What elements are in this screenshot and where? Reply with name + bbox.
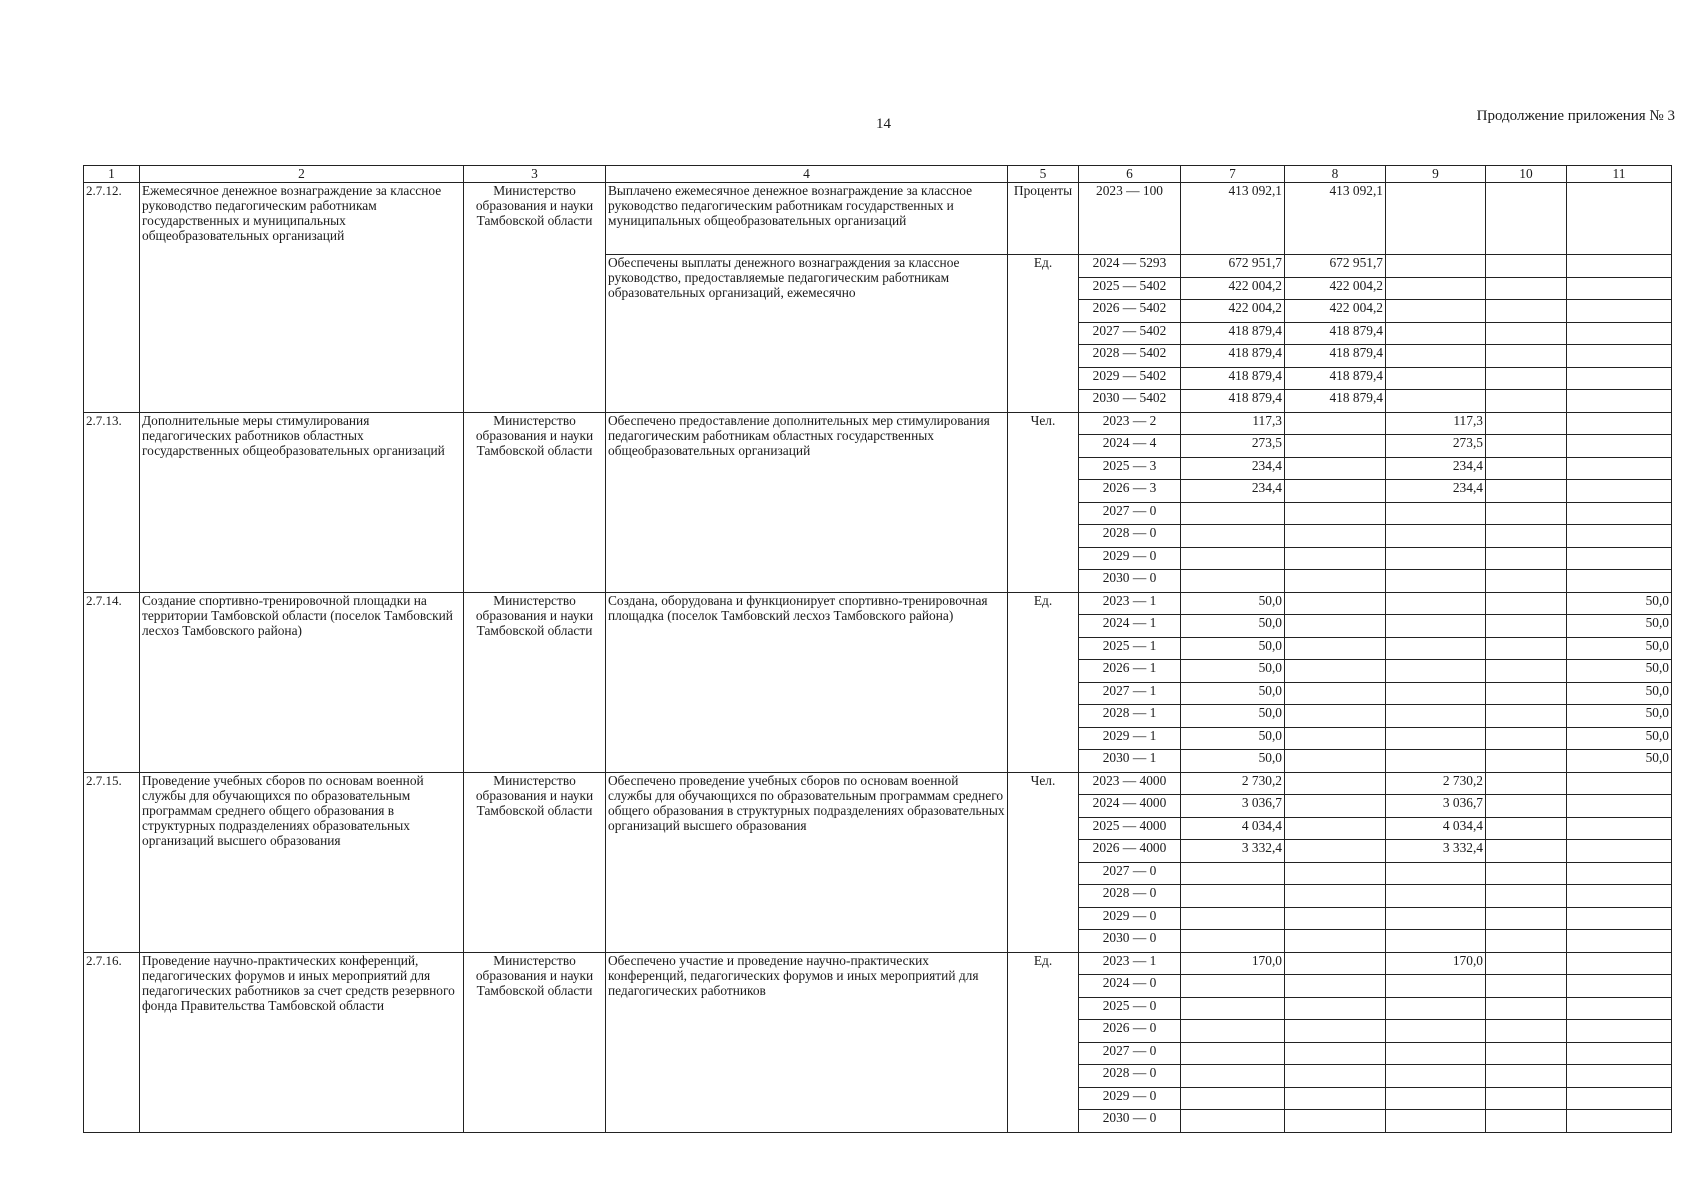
amount-regional — [1386, 727, 1486, 750]
amount-other: 50,0 — [1567, 705, 1672, 728]
amount-other — [1567, 795, 1672, 818]
amount-federal — [1285, 772, 1386, 795]
amount-regional — [1386, 907, 1486, 930]
amount-regional — [1386, 255, 1486, 278]
amount-regional — [1386, 705, 1486, 728]
year-target: 2028 — 1 — [1079, 705, 1181, 728]
year-target: 2027 — 0 — [1079, 1042, 1181, 1065]
col-header: 2 — [140, 166, 464, 183]
amount-local — [1486, 367, 1567, 390]
section-number: 2.7.14. — [84, 592, 140, 772]
year-target: 2027 — 5402 — [1079, 322, 1181, 345]
amount-other — [1567, 480, 1672, 503]
amount-federal — [1285, 952, 1386, 975]
amount-regional — [1386, 525, 1486, 548]
amount-regional — [1386, 862, 1486, 885]
amount-regional: 273,5 — [1386, 435, 1486, 458]
amount-federal: 418 879,4 — [1285, 367, 1386, 390]
amount-local — [1486, 457, 1567, 480]
table-row — [84, 772, 1672, 795]
amount-total: 50,0 — [1181, 637, 1285, 660]
section-executor: Министерство образования и науки Тамбовской области — [464, 952, 606, 1132]
amount-regional — [1386, 1110, 1486, 1133]
year-target: 2030 — 0 — [1079, 1110, 1181, 1133]
year-target: 2029 — 0 — [1079, 547, 1181, 570]
amount-federal — [1285, 907, 1386, 930]
amount-total: 422 004,2 — [1181, 300, 1285, 323]
amount-total: 50,0 — [1181, 750, 1285, 773]
amount-other — [1567, 907, 1672, 930]
appendix-table — [83, 165, 1672, 1133]
amount-total: 418 879,4 — [1181, 322, 1285, 345]
amount-local — [1486, 322, 1567, 345]
table-row — [84, 183, 1672, 255]
year-target: 2023 — 100 — [1079, 183, 1181, 255]
amount-other — [1567, 975, 1672, 998]
unit-of-measure: Чел. — [1008, 772, 1079, 952]
unit-of-measure: Ед. — [1008, 952, 1079, 1132]
section-name: Дополнительные меры стимулирования педагогических работников областных государственных общеобразовательных организаций — [140, 412, 464, 592]
amount-local — [1486, 435, 1567, 458]
amount-other — [1567, 547, 1672, 570]
amount-other — [1567, 1087, 1672, 1110]
amount-local — [1486, 615, 1567, 638]
amount-total: 50,0 — [1181, 615, 1285, 638]
section-name: Ежемесячное денежное вознаграждение за классное руководство педагогическим работникам государственных и муниципальных общеобразовательных организаций — [140, 183, 464, 413]
amount-regional: 3 036,7 — [1386, 795, 1486, 818]
amount-local — [1486, 795, 1567, 818]
section-number: 2.7.16. — [84, 952, 140, 1132]
col-header: 1 — [84, 166, 140, 183]
table-row — [84, 592, 1672, 615]
amount-total — [1181, 1020, 1285, 1043]
unit-of-measure: Ед. — [1008, 255, 1079, 413]
amount-total: 273,5 — [1181, 435, 1285, 458]
amount-total: 50,0 — [1181, 592, 1285, 615]
year-target: 2024 — 5293 — [1079, 255, 1181, 278]
amount-other — [1567, 862, 1672, 885]
amount-regional — [1386, 975, 1486, 998]
amount-federal — [1285, 1042, 1386, 1065]
amount-other — [1567, 1042, 1672, 1065]
section-number: 2.7.12. — [84, 183, 140, 413]
amount-regional — [1386, 367, 1486, 390]
amount-regional — [1386, 930, 1486, 953]
year-target: 2028 — 0 — [1079, 1065, 1181, 1088]
year-target: 2023 — 1 — [1079, 952, 1181, 975]
amount-total: 117,3 — [1181, 412, 1285, 435]
amount-federal — [1285, 457, 1386, 480]
amount-regional — [1386, 547, 1486, 570]
amount-other — [1567, 390, 1672, 413]
amount-local — [1486, 183, 1567, 255]
amount-regional — [1386, 322, 1486, 345]
amount-local — [1486, 750, 1567, 773]
amount-federal: 422 004,2 — [1285, 277, 1386, 300]
amount-federal: 418 879,4 — [1285, 345, 1386, 368]
amount-total — [1181, 885, 1285, 908]
amount-regional — [1386, 750, 1486, 773]
amount-regional — [1386, 345, 1486, 368]
amount-total: 3 036,7 — [1181, 795, 1285, 818]
amount-total: 234,4 — [1181, 457, 1285, 480]
amount-total: 418 879,4 — [1181, 367, 1285, 390]
continuation-note: Продолжение приложения № 3 — [1476, 108, 1675, 124]
section-name: Проведение научно-практических конференций, педагогических форумов и иных мероприятий для педагогических работников за счет средств резервного фонда Правительства Тамбовской области — [140, 952, 464, 1132]
amount-regional — [1386, 637, 1486, 660]
amount-total: 2 730,2 — [1181, 772, 1285, 795]
amount-local — [1486, 660, 1567, 683]
amount-regional — [1386, 1087, 1486, 1110]
amount-other — [1567, 1020, 1672, 1043]
amount-local — [1486, 300, 1567, 323]
amount-regional: 170,0 — [1386, 952, 1486, 975]
amount-local — [1486, 727, 1567, 750]
amount-regional — [1386, 592, 1486, 615]
amount-other: 50,0 — [1567, 727, 1672, 750]
amount-other: 50,0 — [1567, 750, 1672, 773]
amount-federal — [1285, 727, 1386, 750]
amount-federal — [1285, 435, 1386, 458]
amount-other — [1567, 997, 1672, 1020]
amount-federal — [1285, 615, 1386, 638]
amount-regional — [1386, 300, 1486, 323]
amount-total — [1181, 907, 1285, 930]
amount-total: 418 879,4 — [1181, 390, 1285, 413]
amount-other — [1567, 1065, 1672, 1088]
section-executor: Министерство образования и науки Тамбовской области — [464, 592, 606, 772]
amount-federal — [1285, 682, 1386, 705]
amount-local — [1486, 1020, 1567, 1043]
col-header: 7 — [1181, 166, 1285, 183]
col-header: 9 — [1386, 166, 1486, 183]
amount-regional — [1386, 570, 1486, 593]
amount-federal — [1285, 502, 1386, 525]
amount-federal — [1285, 930, 1386, 953]
amount-total — [1181, 547, 1285, 570]
amount-regional: 2 730,2 — [1386, 772, 1486, 795]
result-description: Выплачено ежемесячное денежное вознаграждение за классное руководство педагогическим работникам государственных и муниципальных общеобразовательных организаций — [606, 183, 1008, 255]
amount-total: 50,0 — [1181, 682, 1285, 705]
table-row — [84, 412, 1672, 435]
section-executor: Министерство образования и науки Тамбовской области — [464, 183, 606, 413]
year-target: 2024 — 0 — [1079, 975, 1181, 998]
amount-total: 50,0 — [1181, 705, 1285, 728]
year-target: 2027 — 1 — [1079, 682, 1181, 705]
year-target: 2025 — 1 — [1079, 637, 1181, 660]
amount-other — [1567, 277, 1672, 300]
amount-regional: 117,3 — [1386, 412, 1486, 435]
amount-total: 234,4 — [1181, 480, 1285, 503]
amount-total: 4 034,4 — [1181, 817, 1285, 840]
table-row — [84, 952, 1672, 975]
amount-federal: 672 951,7 — [1285, 255, 1386, 278]
year-target: 2028 — 5402 — [1079, 345, 1181, 368]
amount-regional: 3 332,4 — [1386, 840, 1486, 863]
unit-of-measure: Проценты — [1008, 183, 1079, 255]
year-target: 2029 — 5402 — [1079, 367, 1181, 390]
result-description: Обеспечено предоставление дополнительных мер стимулирования педагогическим работникам областных государственных общеобразовательных организаций — [606, 412, 1008, 592]
year-target: 2024 — 4000 — [1079, 795, 1181, 818]
amount-local — [1486, 277, 1567, 300]
amount-local — [1486, 682, 1567, 705]
amount-local — [1486, 547, 1567, 570]
amount-total: 418 879,4 — [1181, 345, 1285, 368]
amount-local — [1486, 637, 1567, 660]
amount-federal — [1285, 750, 1386, 773]
year-target: 2026 — 1 — [1079, 660, 1181, 683]
section-number: 2.7.15. — [84, 772, 140, 952]
col-header: 11 — [1567, 166, 1672, 183]
year-target: 2026 — 0 — [1079, 1020, 1181, 1043]
amount-local — [1486, 412, 1567, 435]
amount-total — [1181, 525, 1285, 548]
year-target: 2026 — 4000 — [1079, 840, 1181, 863]
year-target: 2023 — 1 — [1079, 592, 1181, 615]
table-body — [84, 183, 1672, 1133]
year-target: 2024 — 1 — [1079, 615, 1181, 638]
amount-total — [1181, 930, 1285, 953]
amount-local — [1486, 255, 1567, 278]
year-target: 2028 — 0 — [1079, 885, 1181, 908]
col-header: 3 — [464, 166, 606, 183]
page-number: 14 — [876, 116, 891, 132]
year-target: 2029 — 0 — [1079, 1087, 1181, 1110]
amount-total — [1181, 570, 1285, 593]
amount-regional — [1386, 1065, 1486, 1088]
amount-other: 50,0 — [1567, 592, 1672, 615]
amount-local — [1486, 480, 1567, 503]
amount-regional — [1386, 615, 1486, 638]
amount-other — [1567, 255, 1672, 278]
amount-other — [1567, 1110, 1672, 1133]
amount-local — [1486, 840, 1567, 863]
amount-federal — [1285, 570, 1386, 593]
amount-federal — [1285, 637, 1386, 660]
amount-federal: 418 879,4 — [1285, 390, 1386, 413]
amount-local — [1486, 502, 1567, 525]
amount-other — [1567, 183, 1672, 255]
amount-other — [1567, 345, 1672, 368]
amount-other — [1567, 300, 1672, 323]
col-header: 4 — [606, 166, 1008, 183]
amount-local — [1486, 570, 1567, 593]
amount-regional: 234,4 — [1386, 480, 1486, 503]
amount-federal — [1285, 412, 1386, 435]
amount-federal — [1285, 975, 1386, 998]
amount-other — [1567, 525, 1672, 548]
amount-regional — [1386, 660, 1486, 683]
amount-other: 50,0 — [1567, 660, 1672, 683]
amount-federal — [1285, 592, 1386, 615]
amount-total: 422 004,2 — [1181, 277, 1285, 300]
amount-regional — [1386, 1020, 1486, 1043]
amount-local — [1486, 1042, 1567, 1065]
amount-federal — [1285, 1065, 1386, 1088]
amount-local — [1486, 525, 1567, 548]
amount-other — [1567, 367, 1672, 390]
amount-federal — [1285, 885, 1386, 908]
amount-total: 170,0 — [1181, 952, 1285, 975]
amount-local — [1486, 705, 1567, 728]
amount-local — [1486, 952, 1567, 975]
col-header: 10 — [1486, 166, 1567, 183]
amount-federal: 418 879,4 — [1285, 322, 1386, 345]
amount-other — [1567, 412, 1672, 435]
amount-other — [1567, 930, 1672, 953]
amount-federal — [1285, 1087, 1386, 1110]
column-number-row — [84, 166, 1672, 183]
year-target: 2030 — 0 — [1079, 570, 1181, 593]
amount-federal — [1285, 1110, 1386, 1133]
amount-local — [1486, 772, 1567, 795]
amount-total — [1181, 502, 1285, 525]
col-header: 5 — [1008, 166, 1079, 183]
amount-local — [1486, 817, 1567, 840]
section-name: Создание спортивно-тренировочной площадки на территории Тамбовской области (поселок Тамбовский лесхоз Тамбовского района) — [140, 592, 464, 772]
amount-total — [1181, 1110, 1285, 1133]
amount-regional — [1386, 183, 1486, 255]
year-target: 2025 — 0 — [1079, 997, 1181, 1020]
amount-regional — [1386, 502, 1486, 525]
amount-regional — [1386, 277, 1486, 300]
amount-federal — [1285, 547, 1386, 570]
amount-federal — [1285, 1020, 1386, 1043]
amount-federal — [1285, 660, 1386, 683]
amount-total: 3 332,4 — [1181, 840, 1285, 863]
result-description: Обеспечено проведение учебных сборов по основам военной службы для обучающихся по образовательным программам среднего общего образования в структурных подразделениях образовательных организаций высшего образования — [606, 772, 1008, 952]
amount-federal — [1285, 795, 1386, 818]
col-header: 8 — [1285, 166, 1386, 183]
amount-local — [1486, 975, 1567, 998]
amount-other: 50,0 — [1567, 615, 1672, 638]
amount-regional: 234,4 — [1386, 457, 1486, 480]
amount-federal — [1285, 817, 1386, 840]
amount-federal — [1285, 997, 1386, 1020]
year-target: 2027 — 0 — [1079, 502, 1181, 525]
year-target: 2023 — 4000 — [1079, 772, 1181, 795]
amount-other — [1567, 840, 1672, 863]
year-target: 2025 — 3 — [1079, 457, 1181, 480]
amount-federal — [1285, 862, 1386, 885]
amount-other — [1567, 772, 1672, 795]
amount-other — [1567, 435, 1672, 458]
year-target: 2030 — 5402 — [1079, 390, 1181, 413]
result-description: Обеспечено участие и проведение научно-практических конференций, педагогических форумов и иных мероприятий для педагогических работников — [606, 952, 1008, 1132]
amount-other — [1567, 817, 1672, 840]
amount-other: 50,0 — [1567, 682, 1672, 705]
amount-other — [1567, 885, 1672, 908]
amount-total — [1181, 975, 1285, 998]
amount-federal — [1285, 705, 1386, 728]
section-name: Проведение учебных сборов по основам военной службы для обучающихся по образовательным программам среднего общего образования в структурных подразделениях образовательных организаций высшего образования — [140, 772, 464, 952]
amount-regional — [1386, 997, 1486, 1020]
section-number: 2.7.13. — [84, 412, 140, 592]
amount-other — [1567, 502, 1672, 525]
amount-other: 50,0 — [1567, 637, 1672, 660]
amount-local — [1486, 885, 1567, 908]
year-target: 2030 — 1 — [1079, 750, 1181, 773]
amount-local — [1486, 1065, 1567, 1088]
amount-regional — [1386, 1042, 1486, 1065]
year-target: 2030 — 0 — [1079, 930, 1181, 953]
amount-regional — [1386, 682, 1486, 705]
year-target: 2029 — 1 — [1079, 727, 1181, 750]
amount-other — [1567, 457, 1672, 480]
amount-local — [1486, 930, 1567, 953]
amount-other — [1567, 952, 1672, 975]
amount-total — [1181, 1065, 1285, 1088]
amount-federal — [1285, 525, 1386, 548]
section-executor: Министерство образования и науки Тамбовской области — [464, 412, 606, 592]
amount-other — [1567, 322, 1672, 345]
amount-total: 672 951,7 — [1181, 255, 1285, 278]
unit-of-measure: Ед. — [1008, 592, 1079, 772]
amount-regional: 4 034,4 — [1386, 817, 1486, 840]
result-description: Создана, оборудована и функционирует спортивно-тренировочная площадка (поселок Тамбовский лесхоз Тамбовского района) — [606, 592, 1008, 772]
amount-total — [1181, 997, 1285, 1020]
amount-local — [1486, 345, 1567, 368]
amount-federal — [1285, 840, 1386, 863]
amount-federal: 413 092,1 — [1285, 183, 1386, 255]
amount-local — [1486, 390, 1567, 413]
year-target: 2028 — 0 — [1079, 525, 1181, 548]
amount-total — [1181, 1042, 1285, 1065]
amount-total: 50,0 — [1181, 660, 1285, 683]
amount-regional — [1386, 390, 1486, 413]
amount-federal — [1285, 480, 1386, 503]
result-description: Обеспечены выплаты денежного вознаграждения за классное руководство, предоставляемые педагогическим работникам образовательных организаций, ежемесячно — [606, 255, 1008, 413]
year-target: 2027 — 0 — [1079, 862, 1181, 885]
col-header: 6 — [1079, 166, 1181, 183]
amount-regional — [1386, 885, 1486, 908]
amount-other — [1567, 570, 1672, 593]
year-target: 2025 — 4000 — [1079, 817, 1181, 840]
unit-of-measure: Чел. — [1008, 412, 1079, 592]
amount-total: 413 092,1 — [1181, 183, 1285, 255]
amount-local — [1486, 1087, 1567, 1110]
amount-local — [1486, 1110, 1567, 1133]
amount-total: 50,0 — [1181, 727, 1285, 750]
year-target: 2029 — 0 — [1079, 907, 1181, 930]
year-target: 2024 — 4 — [1079, 435, 1181, 458]
amount-local — [1486, 592, 1567, 615]
year-target: 2026 — 5402 — [1079, 300, 1181, 323]
amount-local — [1486, 907, 1567, 930]
section-executor: Министерство образования и науки Тамбовской области — [464, 772, 606, 952]
amount-local — [1486, 862, 1567, 885]
amount-total — [1181, 1087, 1285, 1110]
amount-total — [1181, 862, 1285, 885]
year-target: 2023 — 2 — [1079, 412, 1181, 435]
amount-local — [1486, 997, 1567, 1020]
year-target: 2026 — 3 — [1079, 480, 1181, 503]
amount-federal: 422 004,2 — [1285, 300, 1386, 323]
year-target: 2025 — 5402 — [1079, 277, 1181, 300]
